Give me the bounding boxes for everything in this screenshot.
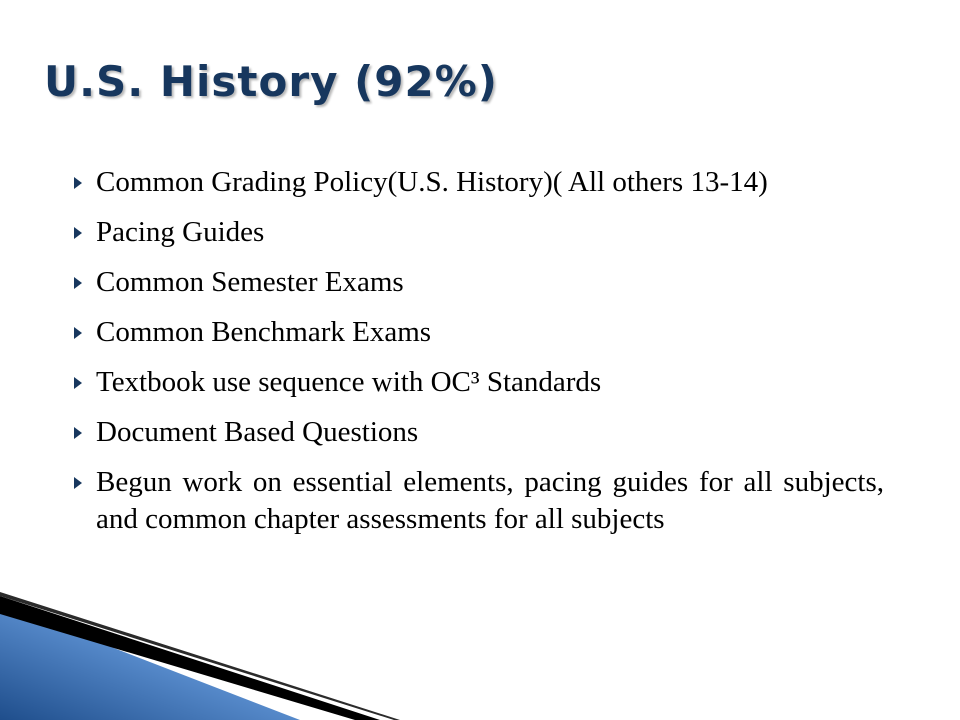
slide-title: U.S. History (92%) xyxy=(44,57,498,106)
bullet-list xyxy=(72,164,884,551)
bullet-text: Common Benchmark Exams xyxy=(96,316,432,348)
bullet-item xyxy=(72,414,884,451)
bullet-item xyxy=(72,214,884,251)
bullet-item xyxy=(72,264,884,301)
bullet-text: Begun work on essential elements, pacing guides for all subjects, and common chapter assessments for all subjects xyxy=(96,466,884,535)
triangle-right-icon xyxy=(74,227,82,239)
triangle-right-icon xyxy=(74,427,82,439)
bullet-text: Common Grading Policy(U.S. History)( All others 13-14) xyxy=(96,166,768,198)
bullet-item xyxy=(72,314,884,351)
bullet-text: Textbook use sequence with OC³ Standards xyxy=(96,366,602,398)
bullet-text: Common Semester Exams xyxy=(96,266,404,298)
bullet-item xyxy=(72,364,884,401)
triangle-right-icon xyxy=(74,327,82,339)
bullet-text: Document Based Questions xyxy=(96,416,419,448)
triangle-right-icon xyxy=(74,277,82,289)
triangle-right-icon xyxy=(74,477,82,489)
bullet-item xyxy=(72,464,884,538)
triangle-right-icon xyxy=(74,377,82,389)
bullet-text: Pacing Guides xyxy=(96,216,265,248)
triangle-right-icon xyxy=(74,177,82,189)
bullet-item xyxy=(72,164,884,201)
